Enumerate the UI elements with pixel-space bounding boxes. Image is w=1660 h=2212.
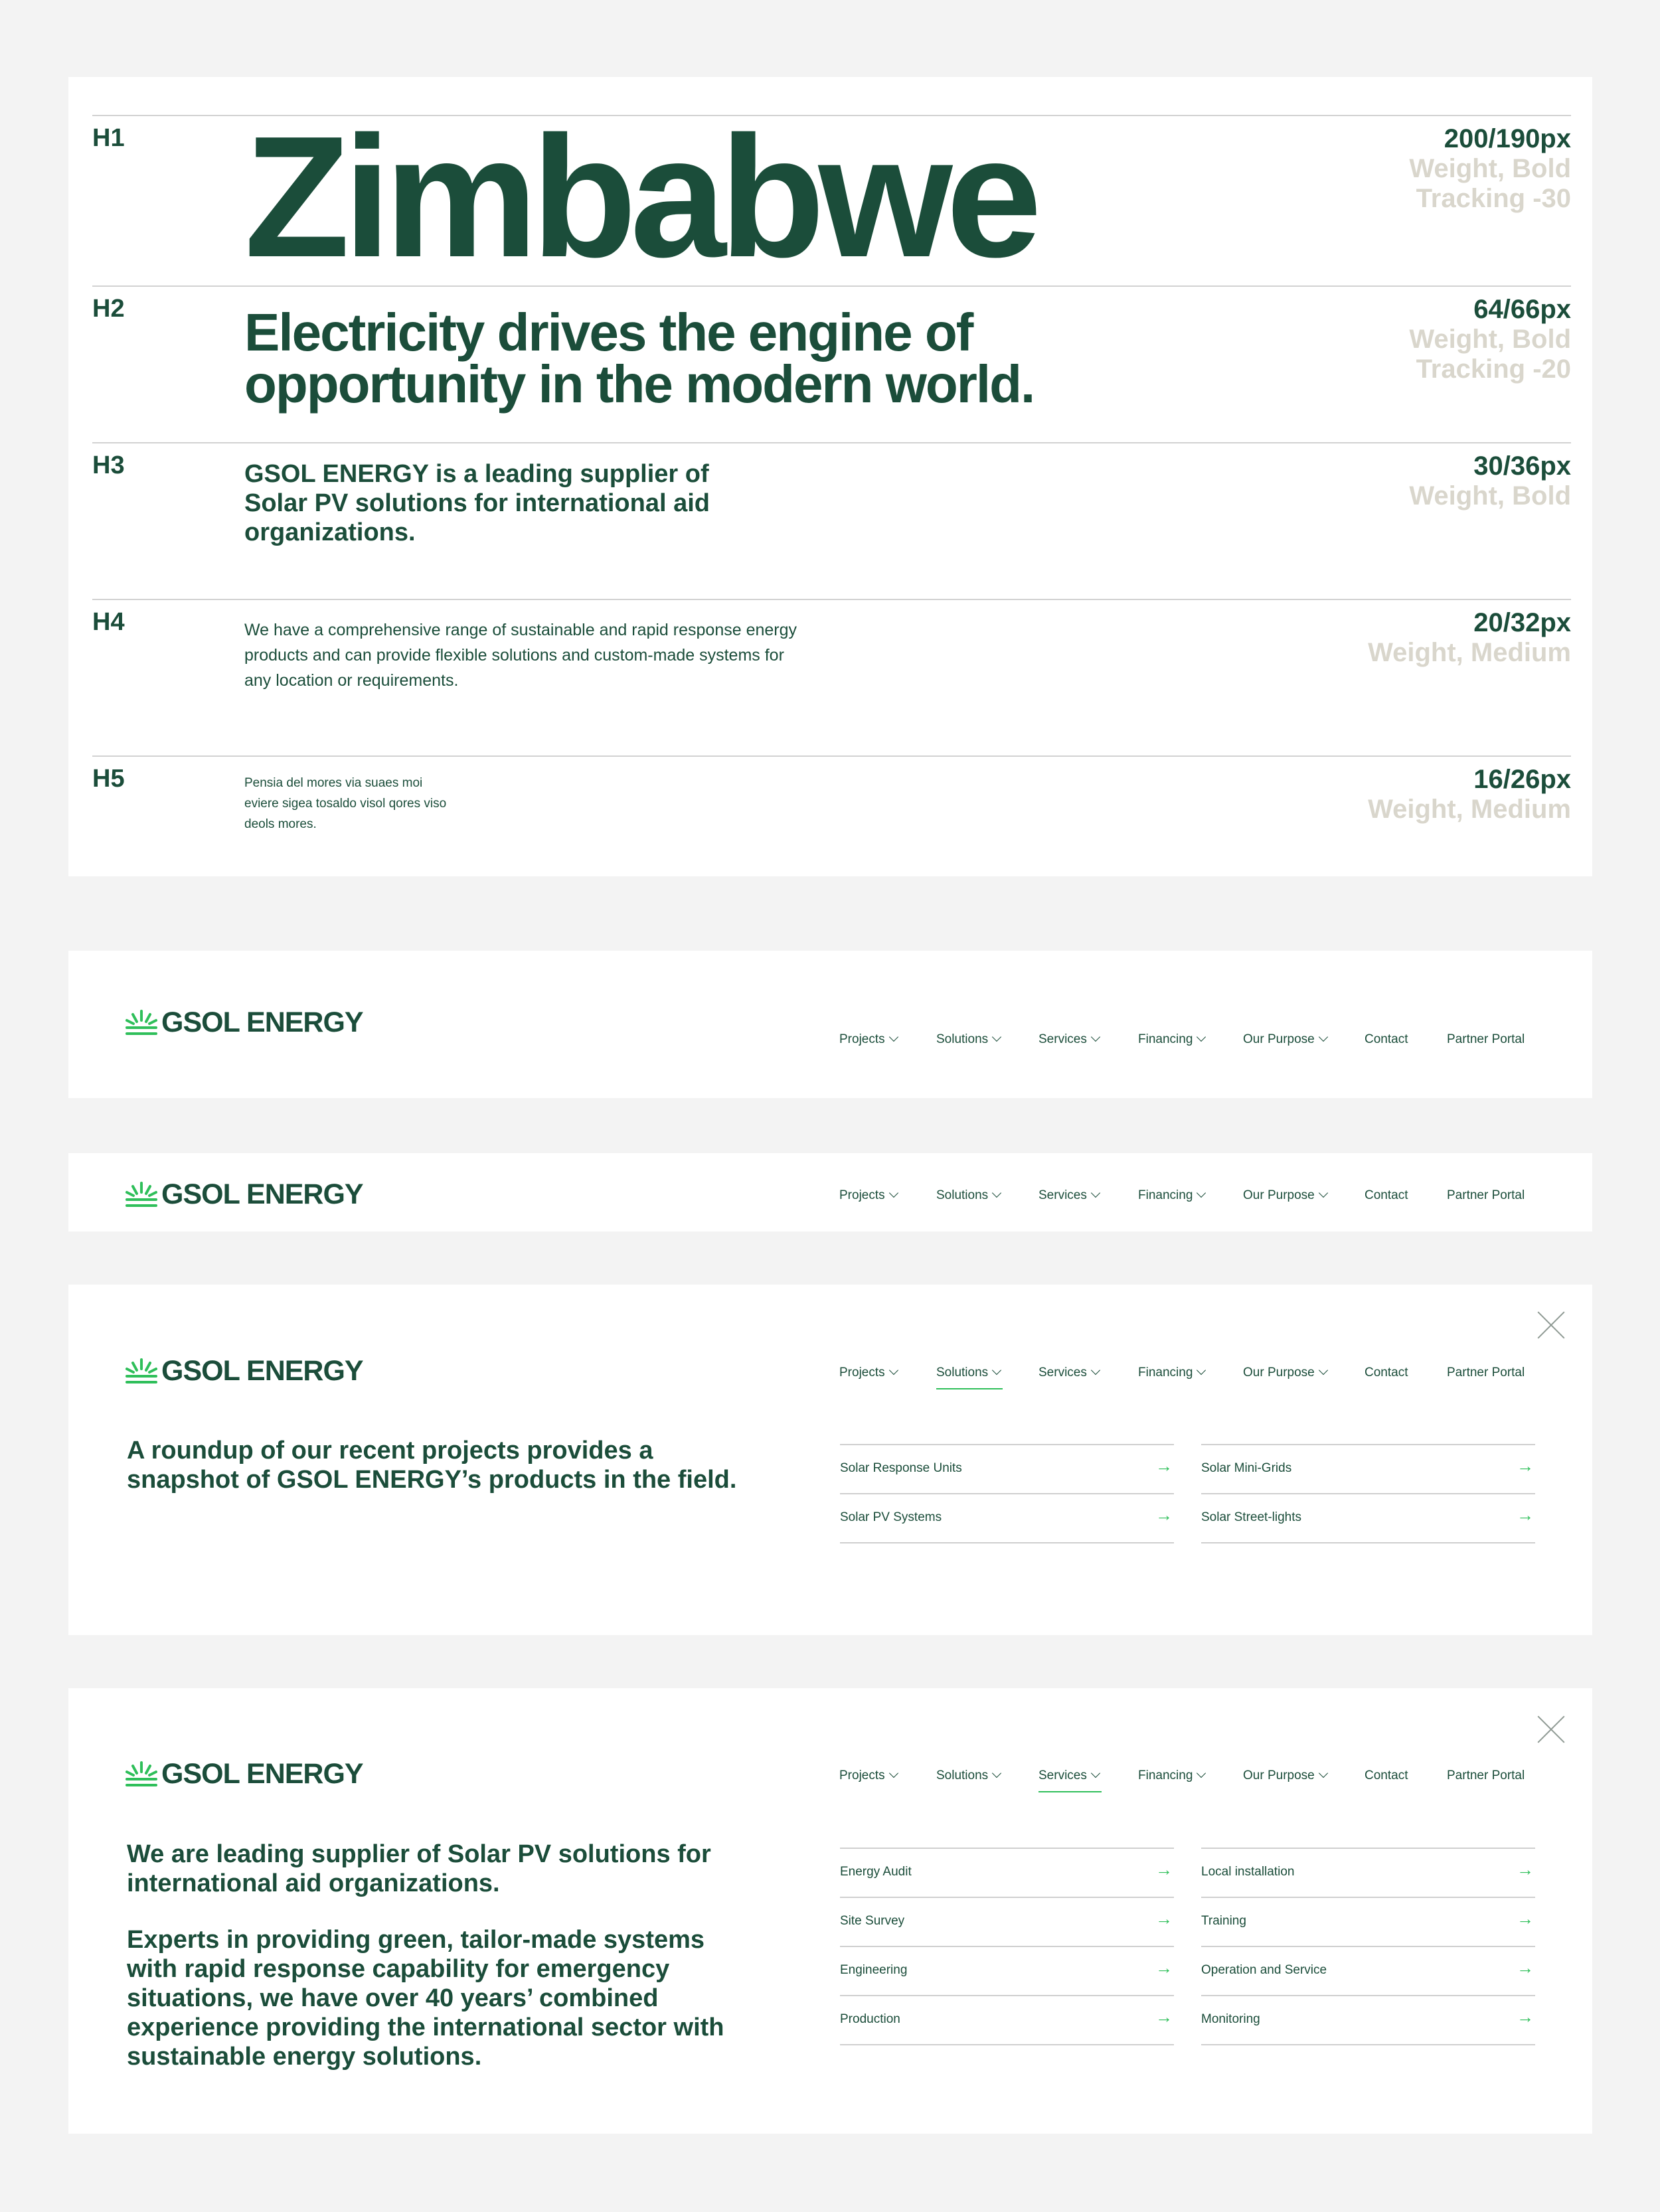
menu-column-left — [840, 1848, 1174, 2045]
nav-label: Financing — [1138, 1032, 1193, 1046]
spec-tag: H5 — [92, 765, 125, 793]
nav-services[interactable] — [1038, 1188, 1099, 1203]
arrow-right-icon: → — [1517, 2007, 1534, 2027]
chevron-down-icon — [1319, 1032, 1328, 1042]
menu-intro: A roundup of our recent projects provides a snapshot of GSOL ENERGY’s products in the field. — [127, 1437, 737, 1494]
menu-intro-secondary: Experts in providing green, tailor-made systems with rapid response capability for emergency situations, we have over 40 years’ combined experience providing the international sector with sustainable energy solutions. — [127, 1926, 724, 2071]
menu-link-label: Operation and Service — [1201, 1963, 1327, 1977]
menu-link-label: Monitoring — [1201, 2012, 1260, 2026]
spec-size: 16/26px — [1473, 765, 1571, 794]
nav-label: Solutions — [936, 1366, 989, 1380]
nav-partner-portal[interactable] — [1447, 1366, 1525, 1380]
menu-link[interactable] — [1201, 1493, 1535, 1543]
nav-solutions[interactable] — [936, 1032, 1000, 1047]
chevron-down-icon — [1197, 1769, 1206, 1778]
menu-link-label: Solar PV Systems — [840, 1510, 942, 1524]
chevron-down-icon — [1197, 1032, 1206, 1042]
spec-row-h4 — [92, 599, 1571, 755]
logo-text: GSOL ENERGY — [161, 1006, 363, 1038]
nav-label: Projects — [839, 1032, 885, 1046]
nav-our-purpose[interactable] — [1243, 1769, 1327, 1783]
nav-partner-portal[interactable] — [1447, 1032, 1525, 1047]
nav-label: Services — [1038, 1032, 1087, 1046]
spec-tag: H1 — [92, 124, 125, 152]
nav-label: Our Purpose — [1243, 1032, 1315, 1046]
nav-projects[interactable] — [839, 1032, 897, 1047]
h4-sample: We have a comprehensive range of sustainable and rapid response energy products and can provide flexible solutions and custom-made systems for any location or requirements. — [244, 621, 797, 690]
main-nav — [68, 1769, 1592, 1795]
spec-row-h3 — [92, 442, 1571, 599]
spec-weight: Weight, Medium — [1368, 638, 1571, 667]
chevron-down-icon — [1091, 1032, 1100, 1042]
chevron-down-icon — [1091, 1366, 1100, 1375]
nav-label: Projects — [839, 1366, 885, 1380]
nav-label: Partner Portal — [1447, 1366, 1525, 1380]
chevron-down-icon — [992, 1032, 1001, 1042]
nav-label: Solutions — [936, 1769, 989, 1782]
nav-solutions[interactable] — [936, 1366, 1000, 1380]
nav-label: Services — [1038, 1188, 1087, 1202]
spec-size: 30/36px — [1473, 451, 1571, 481]
services-mega-menu — [68, 1688, 1592, 2134]
chevron-down-icon — [992, 1366, 1001, 1375]
menu-link[interactable] — [840, 1848, 1174, 1897]
chevron-down-icon — [1091, 1188, 1100, 1198]
arrow-right-icon: → — [1155, 2007, 1173, 2027]
spec-size: 200/190px — [1444, 124, 1571, 153]
menu-link-label: Local installation — [1201, 1865, 1295, 1879]
nav-financing[interactable] — [1138, 1188, 1204, 1203]
close-icon[interactable] — [1538, 1716, 1564, 1743]
menu-intro: We are leading supplier of Solar PV solutions for international aid organizations. — [127, 1840, 711, 1897]
chevron-down-icon — [1319, 1769, 1328, 1778]
nav-label: Our Purpose — [1243, 1769, 1315, 1782]
nav-services[interactable] — [1038, 1032, 1099, 1047]
chevron-down-icon — [889, 1769, 898, 1778]
nav-our-purpose[interactable] — [1243, 1032, 1327, 1047]
h5-sample: Pensia del mores via suaes moi eviere sigea tosaldo visol qores viso deols mores. — [244, 776, 447, 831]
chevron-down-icon — [889, 1366, 898, 1375]
menu-link[interactable] — [1201, 1848, 1535, 1897]
arrow-right-icon: → — [1517, 1909, 1534, 1929]
nav-services[interactable] — [1038, 1366, 1099, 1380]
chevron-down-icon — [1319, 1366, 1328, 1375]
menu-link-label: Engineering — [840, 1963, 908, 1977]
arrow-right-icon: → — [1155, 1859, 1173, 1879]
spec-meta — [1368, 765, 1571, 825]
nav-services[interactable] — [1038, 1769, 1099, 1783]
spec-meta — [1409, 295, 1571, 384]
arrow-right-icon: → — [1517, 1456, 1534, 1476]
spec-row-h1 — [92, 101, 1571, 293]
nav-label: Partner Portal — [1447, 1032, 1525, 1046]
spec-row-h5 — [92, 755, 1571, 870]
spec-weight: Weight, Bold — [1409, 325, 1571, 354]
nav-label: Contact — [1365, 1366, 1408, 1380]
logo-text: GSOL ENERGY — [161, 1355, 363, 1387]
arrow-right-icon: → — [1517, 1958, 1534, 1978]
main-nav — [68, 1188, 1592, 1215]
main-nav — [68, 1366, 1592, 1392]
nav-label: Financing — [1138, 1769, 1193, 1782]
nav-label: Solutions — [936, 1032, 989, 1046]
spec-tag: H3 — [92, 451, 125, 479]
menu-link[interactable] — [1201, 1995, 1535, 2045]
nav-label: Projects — [839, 1188, 885, 1202]
logo-text: GSOL ENERGY — [161, 1758, 363, 1790]
nav-label: Services — [1038, 1769, 1087, 1782]
nav-contact[interactable] — [1365, 1366, 1408, 1380]
menu-link-label: Solar Response Units — [840, 1461, 962, 1475]
arrow-right-icon: → — [1155, 1909, 1173, 1929]
nav-label: Partner Portal — [1447, 1188, 1525, 1202]
solutions-mega-menu — [68, 1285, 1592, 1635]
nav-contact[interactable] — [1365, 1769, 1408, 1783]
chevron-down-icon — [1197, 1188, 1206, 1198]
chevron-down-icon — [992, 1188, 1001, 1198]
menu-link-label: Training — [1201, 1914, 1246, 1928]
chevron-down-icon — [889, 1032, 898, 1042]
nav-financing[interactable] — [1138, 1032, 1204, 1047]
spec-tag: H2 — [92, 295, 125, 323]
menu-column-right — [1201, 1444, 1535, 1543]
nav-label: Partner Portal — [1447, 1769, 1525, 1782]
chevron-down-icon — [1091, 1769, 1100, 1778]
nav-partner-portal[interactable] — [1447, 1188, 1525, 1203]
menu-link[interactable] — [840, 1897, 1174, 1946]
nav-projects[interactable] — [839, 1769, 897, 1783]
menu-link[interactable] — [840, 1493, 1174, 1543]
nav-label: Contact — [1365, 1188, 1408, 1202]
arrow-right-icon: → — [1155, 1958, 1173, 1978]
nav-financing[interactable] — [1138, 1366, 1204, 1380]
main-nav — [68, 1032, 1592, 1059]
menu-link-label: Solar Mini-Grids — [1201, 1461, 1292, 1475]
nav-solutions[interactable] — [936, 1188, 1000, 1203]
site-header-large — [68, 951, 1592, 1098]
menu-column-left — [840, 1444, 1174, 1543]
menu-column-right — [1201, 1848, 1535, 2045]
spec-weight: Weight, Bold — [1409, 154, 1571, 183]
spec-tag: H4 — [92, 608, 125, 636]
spec-weight: Weight, Medium — [1368, 795, 1571, 824]
arrow-right-icon: → — [1155, 1505, 1173, 1525]
nav-label: Our Purpose — [1243, 1188, 1315, 1202]
spec-size: 64/66px — [1473, 295, 1571, 324]
h2-sample: Electricity drives the engine of opportunity in the modern world. — [244, 303, 1035, 414]
nav-label: Services — [1038, 1366, 1087, 1380]
close-icon[interactable] — [1538, 1312, 1564, 1338]
nav-label: Projects — [839, 1769, 885, 1782]
menu-link-label: Energy Audit — [840, 1865, 912, 1879]
nav-label: Contact — [1365, 1769, 1408, 1782]
spec-meta — [1409, 124, 1571, 214]
logo-text: GSOL ENERGY — [161, 1178, 363, 1210]
nav-label: Financing — [1138, 1366, 1193, 1380]
h1-sample: Zimbabwe — [244, 101, 1036, 293]
menu-link[interactable] — [1201, 1946, 1535, 1995]
typography-specimen-card — [68, 77, 1592, 876]
arrow-right-icon: → — [1517, 1859, 1534, 1879]
chevron-down-icon — [1197, 1366, 1206, 1375]
chevron-down-icon — [889, 1188, 898, 1198]
menu-link[interactable] — [840, 1444, 1174, 1493]
nav-contact[interactable] — [1365, 1188, 1408, 1203]
chevron-down-icon — [1319, 1188, 1328, 1198]
nav-projects[interactable] — [839, 1188, 897, 1203]
nav-label: Solutions — [936, 1188, 989, 1202]
spec-meta — [1409, 451, 1571, 511]
nav-contact[interactable] — [1365, 1032, 1408, 1047]
spec-weight: Weight, Bold — [1409, 481, 1571, 511]
arrow-right-icon: → — [1155, 1456, 1173, 1476]
nav-label: Contact — [1365, 1032, 1408, 1046]
spec-tracking: Tracking -20 — [1416, 355, 1571, 384]
spec-tracking: Tracking -30 — [1416, 184, 1571, 213]
menu-link[interactable] — [1201, 1444, 1535, 1493]
nav-our-purpose[interactable] — [1243, 1366, 1327, 1380]
h3-sample: GSOL ENERGY is a leading supplier of Solar PV solutions for international aid organizations. — [244, 460, 710, 546]
spec-meta — [1368, 608, 1571, 668]
nav-projects[interactable] — [839, 1366, 897, 1380]
menu-link[interactable] — [840, 1946, 1174, 1995]
menu-link-label: Site Survey — [840, 1914, 905, 1928]
menu-link[interactable] — [840, 1995, 1174, 2045]
menu-link[interactable] — [1201, 1897, 1535, 1946]
spec-row-h2 — [92, 285, 1571, 442]
chevron-down-icon — [992, 1769, 1001, 1778]
nav-label: Our Purpose — [1243, 1366, 1315, 1380]
menu-link-label: Production — [840, 2012, 900, 2026]
nav-our-purpose[interactable] — [1243, 1188, 1327, 1203]
menu-link-label: Solar Street-lights — [1201, 1510, 1302, 1524]
nav-partner-portal[interactable] — [1447, 1769, 1525, 1783]
spec-size: 20/32px — [1473, 608, 1571, 637]
nav-solutions[interactable] — [936, 1769, 1000, 1783]
site-header-compact — [68, 1153, 1592, 1231]
nav-financing[interactable] — [1138, 1769, 1204, 1783]
nav-label: Financing — [1138, 1188, 1193, 1202]
arrow-right-icon: → — [1517, 1505, 1534, 1525]
